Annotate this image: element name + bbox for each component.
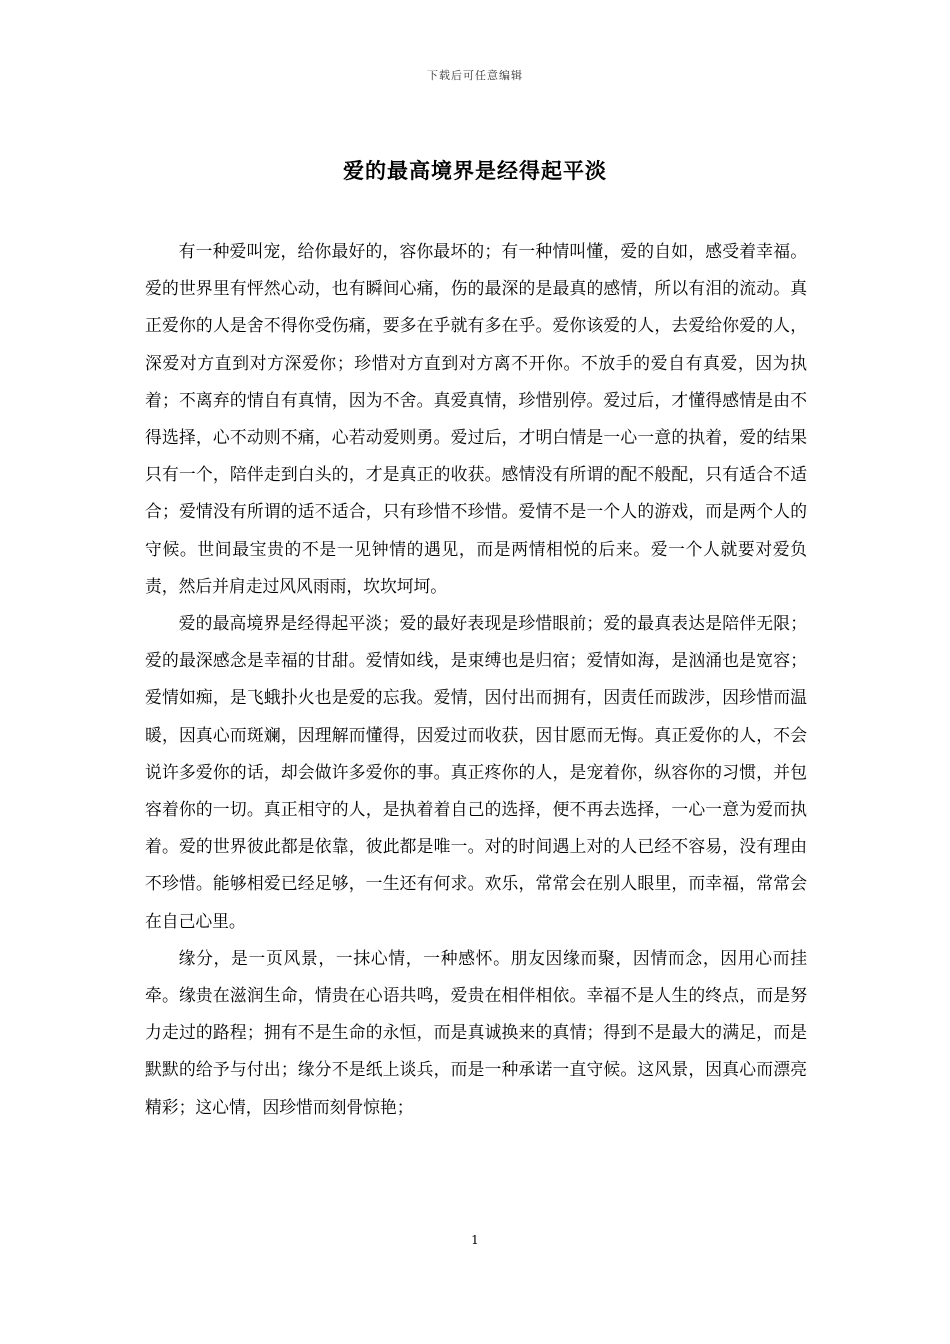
paragraph-2: 爱的最高境界是经得起平淡；爱的最好表现是珍惜眼前；爱的最真表达是陪伴无限；爱的最深感念是幸福的甘甜。爱情如线，是束缚也是归宿；爱情如海，是汹涌也是宽容；爱情如痴，是飞蛾扑火也是爱的忘我。爱情，因付出而拥有，因责任而跋涉，因珍惜而温暖，因真心而斑斓，因理解而懂得，因爱过而收获，因甘愿而无悔。真正爱你的人，不会说许多爱你的话，却会做许多爱你的事。真正疼你的人，是宠着你，纵容你的习惯，并包容着你的一切。真正相守的人，是执着着自己的选择，便不再去选择，一心一意为爱而执着。爱的世界彼此都是依靠，彼此都是唯一。对的时间遇上对的人已经不容易，没有理由不珍惜。能够相爱已经足够，一生还有何求。欢乐，常常会在别人眼里，而幸福，常常会在自己心里。 [145,613,807,931]
page-number: 1 [471,1233,479,1247]
paragraph-3: 缘分，是一页风景，一抹心情，一种感怀。朋友因缘而聚，因情而念，因用心而挂牵。缘贵在滋润生命，情贵在心语共鸣，爱贵在相伴相依。幸福不是人生的终点，而是努力走过的路程；拥有不是生命的永恒，而是真诚换来的真情；得到不是最大的满足，而是默默的给予与付出；缘分不是纸上谈兵，而是一种承诺一直守候。这风景，因真心而漂亮精彩；这心情，因珍惜而刻骨惊艳； [145,947,807,1117]
header-note: 下载后可任意编辑 [427,69,523,82]
paragraph-1: 有一种爱叫宠，给你最好的，容你最坏的；有一种情叫懂，爱的自如，感受着幸福。爱的世界里有怦然心动，也有瞬间心痛，伤的最深的是最真的感情，所以有泪的流动。真正爱你的人是舍不得你受伤痛，要多在乎就有多在乎。爱你该爱的人，去爱给你爱的人，深爱对方直到对方深爱你；珍惜对方直到对方离不开你。不放手的爱自有真爱，因为执着；不离弃的情自有真情，因为不舍。真爱真情，珍惜别停。爱过后，才懂得感情是由不得选择，心不动则不痛，心若动爱则勇。爱过后，才明白情是一心一意的执着，爱的结果只有一个，陪伴走到白头的，才是真正的收获。感情没有所谓的配不般配，只有适合不适合；爱情没有所谓的适不适合，只有珍惜不珍惜。爱情不是一个人的游戏，而是两个人的守候。世间最宝贵的不是一见钟情的遇见，而是两情相悦的后来。爱一个人就要对爱负责，然后并肩走过风风雨雨，坎坎坷坷。 [145,241,807,596]
document-title: 爱的最高境界是经得起平淡 [343,158,607,183]
body-text [145,233,807,1126]
